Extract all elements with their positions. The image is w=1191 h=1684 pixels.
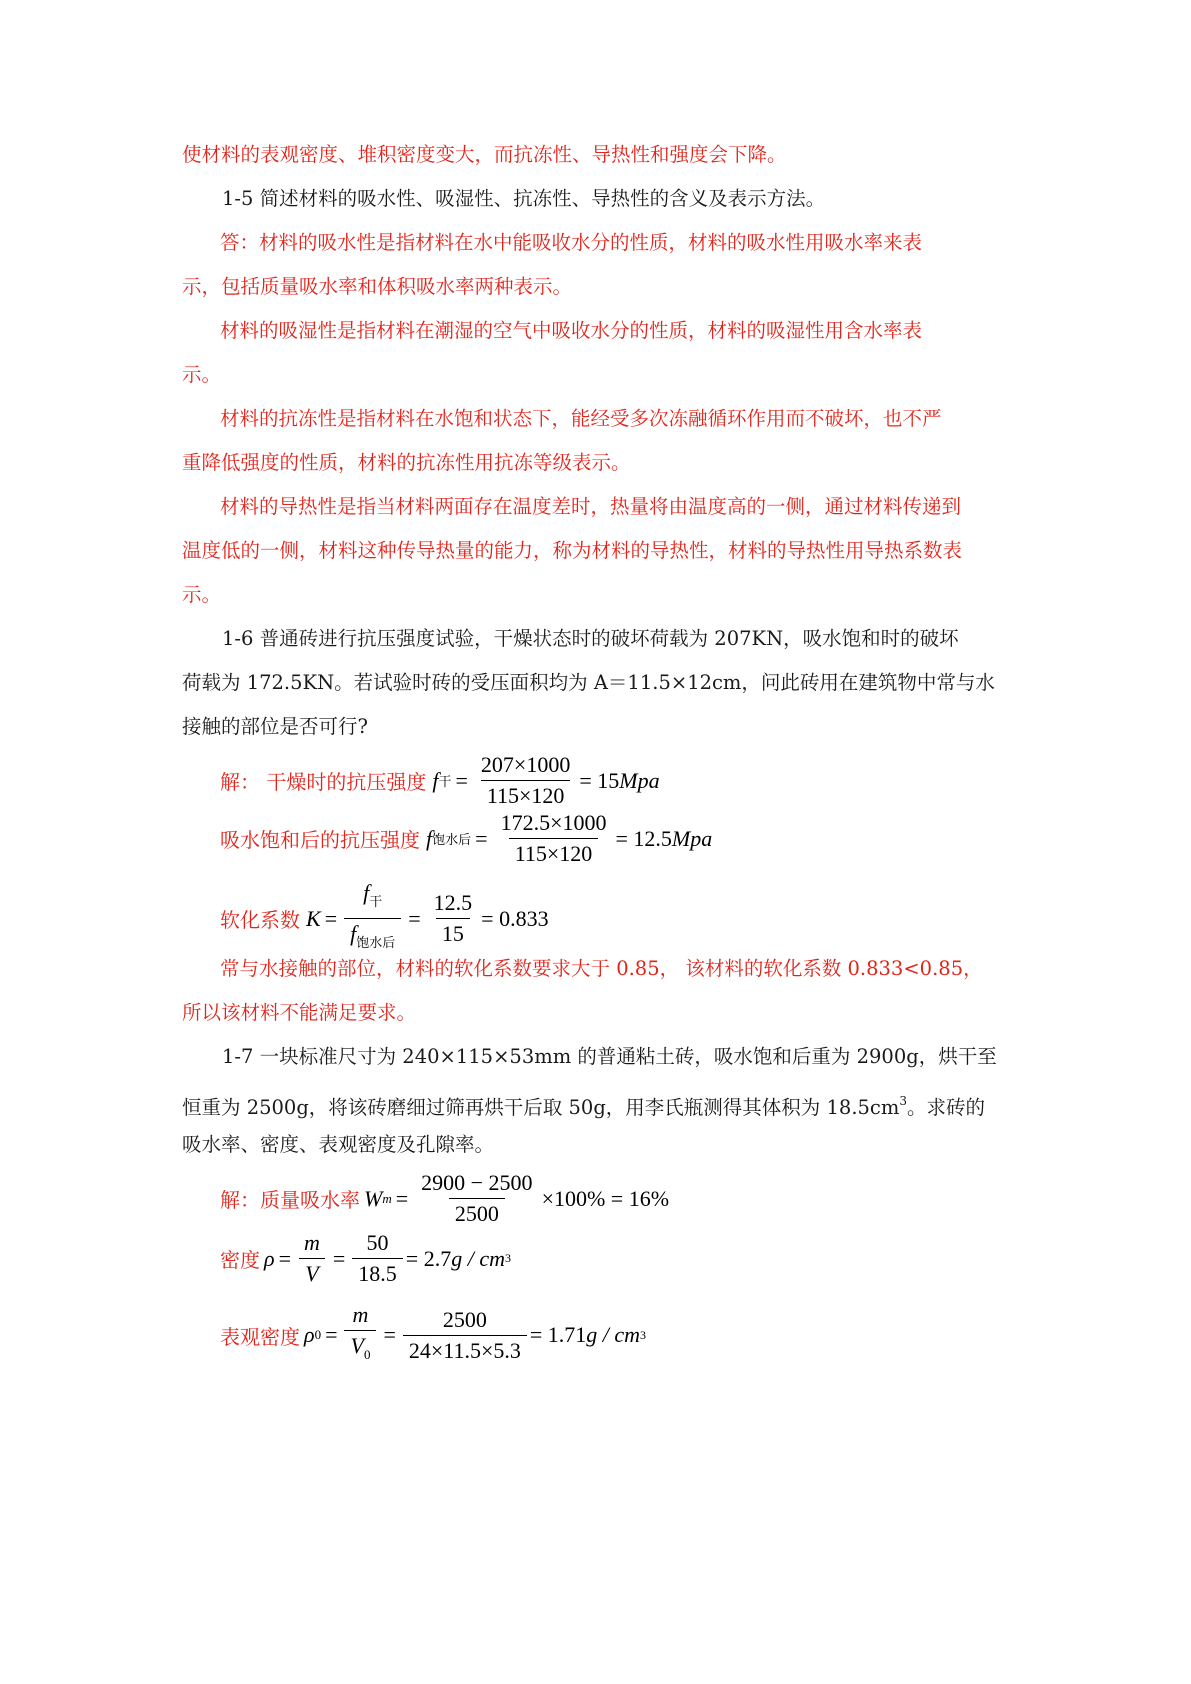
- conclusion-1-6-line2: 所以该材料不能满足要求。: [182, 1001, 417, 1024]
- fraction-denominator: 15: [436, 918, 470, 947]
- math-symbol: ρ: [304, 1322, 315, 1347]
- math-unit: Mpa: [671, 825, 713, 851]
- text-run: 恒重为 2500g，将该砖磨细过筛再烘干后取 50g，用李氏瓶测得其体积为 18.5cm: [182, 1096, 900, 1119]
- math-result: = 1.71: [529, 1322, 587, 1347]
- answer-frost-line1: 材料的抗冻性是指材料在水饱和状态下，能经受多次冻融循环作用而不破坏，也不严: [220, 407, 942, 430]
- fraction-numerator: m: [303, 1230, 320, 1255]
- equation-label: 软化系数: [220, 908, 300, 932]
- question-1-7-line3: 吸水率、密度、表观密度及孔隙率。: [182, 1133, 495, 1156]
- fraction-denominator: 18.5: [352, 1258, 403, 1287]
- math-symbol: ρ: [264, 1245, 275, 1271]
- equation-softening-coefficient: 软化系数 K = $\frac{f_干}{f_{饱水后}}$ = $\frac{12.5}{15}$ = 0.833: [220, 880, 549, 957]
- fraction-denominator: 24×11.5×5.3: [403, 1335, 527, 1364]
- answer-thermal-line3: 示。: [182, 583, 222, 606]
- fraction-numerator: 2900 − 2500: [421, 1170, 533, 1195]
- fraction: [352, 1230, 403, 1287]
- answer-absorption-line1: 答：材料的吸水性是指材料在水中能吸收水分的性质，材料的吸水性用吸水率来表: [220, 231, 923, 254]
- fraction-denominator: V: [299, 1258, 324, 1287]
- fraction-numerator: 50: [366, 1230, 389, 1255]
- math-symbol: K: [306, 905, 321, 931]
- answer-thermal-line2: 温度低的一侧，材料这种传导热量的能力，称为材料的导热性，材料的导热性用导热系数表: [182, 539, 963, 562]
- math-unit: g / cm: [586, 1322, 641, 1347]
- superscript: 3: [640, 1327, 647, 1342]
- math-symbol: W: [364, 1185, 383, 1211]
- math-result: ×100% = 16%: [541, 1185, 670, 1211]
- math-result: = 15: [579, 767, 620, 793]
- question-1-6-line2: 荷载为 172.5KN。若试验时砖的受压面积均为 A＝11.5×12cm，问此砖用在建筑物中常与水: [182, 671, 995, 694]
- equation-saturated-strength: 吸水饱和后的抗压强度 f 饱水后 = $\frac{172.5\times 1000}{115\times 120}$ = 12.5 Mpa: [220, 810, 713, 866]
- fraction-denominator: 115×120: [481, 780, 571, 809]
- conclusion-1-6-line1: 常与水接触的部位，材料的软化系数要求大于 0.85， 该材料的软化系数 0.833<0.85，: [220, 957, 983, 980]
- fraction-numerator: m: [352, 1302, 369, 1327]
- fraction-numerator: 207×1000: [480, 752, 571, 777]
- fraction: [344, 1302, 376, 1368]
- fraction: [344, 880, 401, 957]
- math-symbol: f: [426, 825, 433, 851]
- math-subscript: m: [382, 1190, 392, 1206]
- fraction-numerator: 12.5: [433, 890, 473, 915]
- math-symbol: f: [350, 921, 357, 946]
- math-unit: g / cm: [451, 1245, 505, 1271]
- equation-dry-strength: 解： 干燥时的抗压强度 f 干 = $\frac{207\times 1000}{115\times 120}$ = 15 Mpa: [220, 752, 660, 808]
- math-subscript: 0: [314, 1327, 322, 1342]
- fraction-denominator: 2500: [449, 1198, 505, 1227]
- question-1-7-line2: [182, 1086, 985, 1123]
- math-result: = 0.833: [481, 905, 549, 931]
- math-subscript: 干: [438, 775, 452, 790]
- fraction: [415, 1170, 538, 1227]
- question-1-5: 1-5 简述材料的吸水性、吸湿性、抗冻性、导热性的含义及表示方法。: [222, 187, 826, 210]
- question-1-7-line1: 1-7 一块标准尺寸为 240×115×53mm 的普通粘土砖，吸水饱和后重为 2900g，烘干至: [222, 1045, 997, 1068]
- equation-label: 解： 干燥时的抗压强度: [220, 770, 427, 794]
- answer-hygroscopic-line1: 材料的吸湿性是指材料在潮湿的空气中吸收水分的性质，材料的吸湿性用含水率表: [220, 319, 923, 342]
- math-subscript: 饱水后: [356, 936, 396, 951]
- text-run: 。求砖的: [906, 1096, 985, 1119]
- equation-apparent-density: 表观密度 ρ 0 = $\frac{m}{V_0}$ = $\frac{2500}{24\times 11.5\times 5.3}$ = 1.71 g / cm 3: [220, 1302, 646, 1368]
- fraction: [475, 752, 576, 809]
- equation-label: 密度: [220, 1248, 260, 1272]
- math-symbol: f: [432, 767, 439, 793]
- equation-density: 密度 ρ = $\frac{m}{V}$ = $\frac{50}{18.5}$ = 2.7 g / cm 3: [220, 1230, 511, 1286]
- math-subscript: 饱水后: [432, 833, 472, 848]
- equation-label: 表观密度: [220, 1324, 300, 1349]
- math-symbol: f: [363, 880, 370, 905]
- equation-water-absorption: 解：质量吸水率 W m = $\frac{2900 - 2500}{2500}$ ×100% = 16%: [220, 1170, 670, 1226]
- math-subscript: 0: [363, 1347, 371, 1362]
- question-1-6-line1: 1-6 普通砖进行抗压强度试验，干燥状态时的破坏荷载为 207KN，吸水饱和时的破坏: [222, 627, 959, 650]
- fraction-denominator: 115×120: [509, 838, 599, 867]
- superscript: 3: [899, 1094, 907, 1108]
- math-subscript: 干: [369, 895, 383, 910]
- answer-frost-line2: 重降低强度的性质，材料的抗冻性用抗冻等级表示。: [182, 451, 631, 474]
- math-result: = 12.5: [615, 825, 672, 851]
- fraction: [428, 890, 479, 947]
- math-result: = 2.7: [405, 1245, 452, 1271]
- fraction: [403, 1307, 527, 1364]
- answer-thermal-line1: 材料的导热性是指当材料两面存在温度差时，热量将由温度高的一侧，通过材料传递到: [220, 495, 962, 518]
- fraction-numerator: 172.5×1000: [500, 810, 607, 835]
- fraction: [495, 810, 613, 867]
- math-unit: Mpa: [619, 767, 660, 793]
- answer-absorption-line2: 示，包括质量吸水率和体积吸水率两种表示。: [182, 275, 573, 298]
- superscript: 3: [504, 1251, 511, 1265]
- question-1-6-line3: 接触的部位是否可行?: [182, 715, 368, 738]
- fraction-numerator: 2500: [442, 1306, 487, 1332]
- answer-hygroscopic-line2: 示。: [182, 363, 222, 386]
- fraction-denominator: V: [350, 1333, 364, 1358]
- paragraph-conclusion: 使材料的表观密度、堆积密度变大，而抗冻性、导热性和强度会下降。: [182, 143, 787, 166]
- fraction: [298, 1230, 326, 1287]
- equation-label: 吸水饱和后的抗压强度: [220, 828, 420, 852]
- equation-label: 解：质量吸水率: [220, 1188, 360, 1212]
